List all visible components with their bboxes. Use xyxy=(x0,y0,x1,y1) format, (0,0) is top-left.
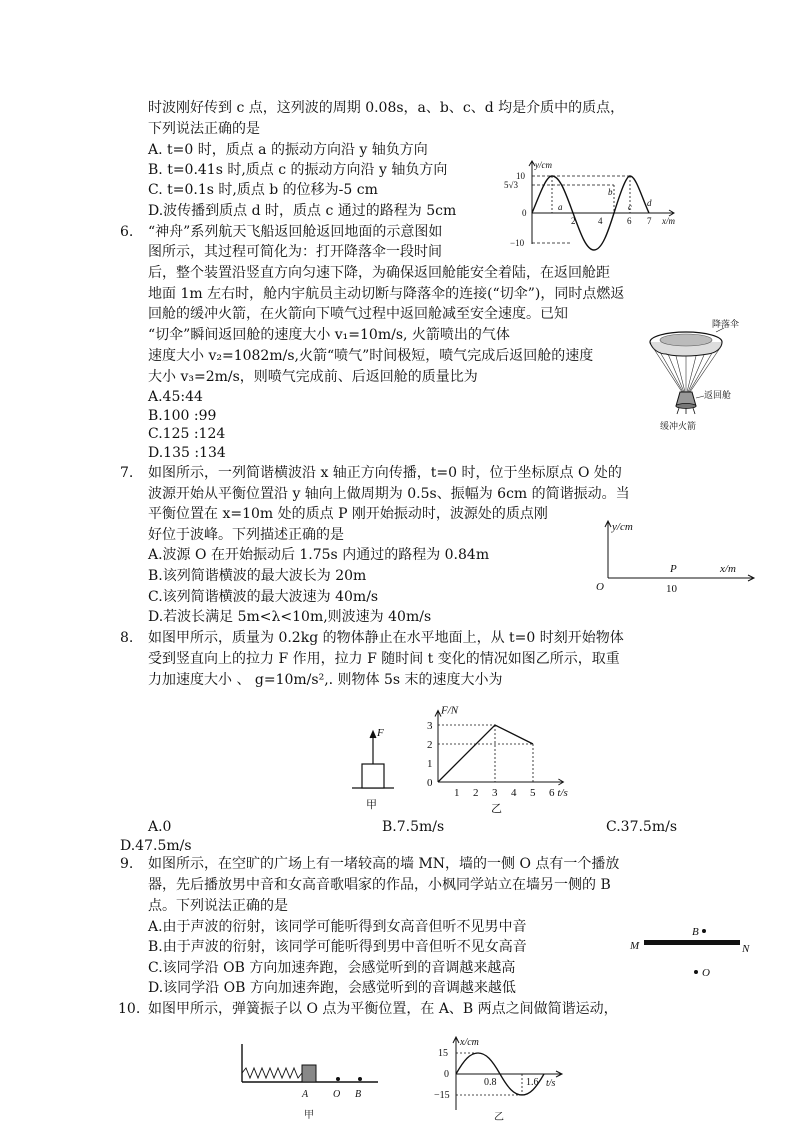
q10-b-label: B xyxy=(355,1089,362,1100)
q6-stem-line: 图所示，其过程可简化为：打开降落伞一段时间 xyxy=(148,244,442,260)
q7-stem-line: 平衡位置在 x=10m 处的质点 P 刚开始振动时，波源处的质点刚 xyxy=(148,506,548,522)
q9-n-label: N xyxy=(742,943,750,955)
q7-origin-label: O xyxy=(596,581,604,593)
q10-y-tick: 0 xyxy=(444,1069,449,1080)
q6-stem-line: “神舟”系列航天飞船返回舱返回地面的示意图如 xyxy=(148,224,443,240)
x-tick-label: 3 xyxy=(492,787,498,799)
q5-x-tick: 6 xyxy=(627,216,632,226)
q5-x-tick: 2 xyxy=(571,216,576,226)
q5-y-tick: −10 xyxy=(510,238,525,248)
q10-y-tick: −15 xyxy=(434,1090,450,1101)
q6-option-d: D.135 :134 xyxy=(148,445,226,461)
q8-stem-line: 受到竖直向上的拉力 F 作用，拉力 F 随时间 t 变化的情况如图乙所示，取重 xyxy=(148,651,620,667)
q6-stem-line: 回舱的缓冲火箭，在火箭向下喷气过程中返回舱减至安全速度。已知 xyxy=(148,306,568,322)
q5-stem-line: 下列说法正确的是 xyxy=(148,121,260,137)
q8-number: 8. xyxy=(120,630,134,646)
q9-stem-line: 器，先后播放男中音和女高音歌唱家的作品，小枫同学站立在墙另一侧的 B xyxy=(148,877,611,893)
q5-x-tick: 4 xyxy=(598,216,603,226)
q6-number: 6. xyxy=(120,224,134,240)
q9-number: 9. xyxy=(120,856,134,872)
q8-figure-jia xyxy=(350,722,400,812)
q7-stem-line: 如图所示，一列简谐横波沿 x 轴正方向传播，t=0 时，位于坐标原点 O 处的 xyxy=(148,465,622,481)
q10-o-label: O xyxy=(333,1089,341,1100)
x-tick-label: 6 xyxy=(549,787,555,799)
q5-option-d: D.波传播到质点 d 时，质点 c 通过的路程为 5cm xyxy=(148,203,457,219)
force-series-line xyxy=(438,725,533,782)
q7-x-axis-label: x/m xyxy=(720,563,736,575)
q6-option-b: B.100 :99 xyxy=(148,408,217,424)
q7-wave-axes xyxy=(594,518,770,598)
q7-option-a: A.波源 O 在开始振动后 1.75s 内通过的路程为 0.84m xyxy=(148,547,490,563)
q7-number: 7. xyxy=(120,465,134,481)
q8-option-b: B.7.5m/s xyxy=(382,819,445,835)
q5-y-axis-label: y/cm xyxy=(535,160,552,170)
q6-capsule-label: 返回舱 xyxy=(704,390,732,400)
q9-o-label: O xyxy=(702,967,710,979)
q5-point-b: b xyxy=(608,187,613,197)
q9-option-b: B.由于声波的衍射，该同学可能听得到男中音但听不见女高音 xyxy=(148,939,527,955)
x-tick-label: 5 xyxy=(530,787,536,799)
q8-force-time-chart xyxy=(412,700,602,820)
x-tick-label: 4 xyxy=(511,787,517,799)
q10-x-tick: 1.6 xyxy=(526,1077,539,1088)
q7-x-tick: 10 xyxy=(666,583,677,595)
q6-stem-line: 后，整个装置沿竖直方向匀速下降，为确保返回舱能安全着陆，在返回舱距 xyxy=(148,265,610,281)
q5-y-tick: 10 xyxy=(516,171,525,181)
q5-x-axis-label: x/m xyxy=(662,216,675,226)
q6-stem-line: “切伞”瞬间返回舱的速度大小 v₁=10m/s, 火箭喷出的气体 xyxy=(148,327,510,343)
q10-stem-line: 如图甲所示，弹簧振子以 O 点为平衡位置，在 A、B 两点之间做简谐运动， xyxy=(148,1001,618,1017)
q10-y-tick: 15 xyxy=(438,1048,448,1059)
q5-option-c: C. t=0.1s 时,质点 b 的位移为-5 cm xyxy=(148,182,378,198)
q5-option-b: B. t=0.41s 时,质点 c 的振动方向沿 y 轴负方向 xyxy=(148,162,448,178)
q8-option-a: A.0 xyxy=(148,819,172,835)
q8-stem-line: 如图甲所示，质量为 0.2kg 的物体静止在水平地面上，从 t=0 时刻开始物体 xyxy=(148,630,624,646)
q5-point-d: d xyxy=(647,198,652,208)
q10-x-axis-label: t/s xyxy=(546,1078,556,1089)
q5-x-tick: 7 xyxy=(647,216,652,226)
q5-point-a: a xyxy=(558,202,563,212)
q7-y-axis-label: y/cm xyxy=(612,521,633,533)
q5-point-c: c xyxy=(628,202,632,212)
q8-jia-caption: 甲 xyxy=(366,799,377,811)
q6-parachute-label: 降落伞 xyxy=(712,319,740,329)
q6-option-a: A.45:44 xyxy=(148,389,203,405)
q7-option-c: C.该列简谐横波的最大波速为 40m/s xyxy=(148,589,379,605)
q10-figure-jia xyxy=(236,1040,386,1120)
q9-option-c: C.该同学沿 OB 方向加速奔跑，会感觉听到的音调越来越高 xyxy=(148,960,516,976)
q9-stem-line: 点。下列说法正确的是 xyxy=(148,898,288,914)
q10-y-axis-label: x/cm xyxy=(460,1037,479,1048)
q10-jia-caption: 甲 xyxy=(304,1110,314,1121)
q9-stem-line: 如图所示，在空旷的广场上有一堵较高的墙 MN，墙的一侧 O 点有一个播放 xyxy=(148,856,620,872)
q9-wall-figure xyxy=(626,922,756,980)
q5-stem-line: 时波刚好传到 c 点，这列波的周期 0.08s，a、b、c、d 均是介质中的质点， xyxy=(148,100,625,116)
q7-point-p-label: P xyxy=(670,563,677,575)
y-tick-label: 0 xyxy=(427,777,433,789)
q5-y-tick: 5√3 xyxy=(504,180,518,190)
q6-stem-line: 地面 1m 左右时，舱内宇航员主动切断与降落伞的连接(“切伞”)，同时点燃返 xyxy=(148,286,625,302)
q5-wave-graph xyxy=(502,158,682,250)
q7-option-d: D.若波长满足 5m<λ<10m,则波速为 40m/s xyxy=(148,609,432,625)
q8-yi-caption: 乙 xyxy=(491,803,502,815)
q9-option-d: D.该同学沿 OB 方向加速奔跑，会感觉听到的音调越来越低 xyxy=(148,980,516,996)
q8-stem-line: 力加速度大小 、 g=10m/s²,. 则物体 5s 末的速度大小为 xyxy=(148,672,503,688)
q6-capsule-figure xyxy=(646,318,746,434)
q9-option-a: A.由于声波的衍射，该同学可能听得到女高音但听不见男中音 xyxy=(148,919,527,935)
q10-figure-yi xyxy=(434,1034,574,1122)
q7-stem-line: 波源开始从平衡位置沿 y 轴向上做周期为 0.5s、振幅为 6cm 的简谐振动。当 xyxy=(148,486,630,502)
q6-option-c: C.125 :124 xyxy=(148,426,226,442)
y-tick-label: 1 xyxy=(427,758,433,770)
q9-b-label: B xyxy=(692,926,699,938)
q7-stem-line: 好位于波峰。下列描述正确的是 xyxy=(148,527,344,543)
q8-option-c: C.37.5m/s xyxy=(606,819,678,835)
y-tick-label: 2 xyxy=(427,739,433,751)
y-tick-label: 3 xyxy=(427,720,433,732)
q10-a-label: A xyxy=(302,1089,309,1100)
x-tick-label: 1 xyxy=(454,787,460,799)
q8-option-d: D.47.5m/s xyxy=(120,838,192,854)
y-axis-label: F/N xyxy=(441,704,459,717)
q8-force-label: F xyxy=(377,727,384,739)
q6-rocket-label: 缓冲火箭 xyxy=(660,421,697,431)
q7-option-b: B.该列简谐横波的最大波长为 20m xyxy=(148,568,367,584)
q10-x-tick: 0.8 xyxy=(484,1077,497,1088)
q5-option-a: A. t=0 时，质点 a 的振动方向沿 y 轴负方向 xyxy=(148,142,428,158)
q10-yi-caption: 乙 xyxy=(494,1112,504,1123)
x-tick-label: 2 xyxy=(473,787,479,799)
q9-m-label: M xyxy=(630,940,640,952)
q6-stem-line: 大小 v₃=2m/s，则喷气完成前、后返回舱的质量比为 xyxy=(148,369,478,385)
q10-number: 10. xyxy=(118,1001,141,1017)
q5-y-tick: 0 xyxy=(522,208,527,218)
x-axis-label: t/s xyxy=(557,787,568,799)
q6-stem-line: 速度大小 v₂=1082m/s,火箭“喷气”时间极短，喷气完成后返回舱的速度 xyxy=(148,348,594,364)
